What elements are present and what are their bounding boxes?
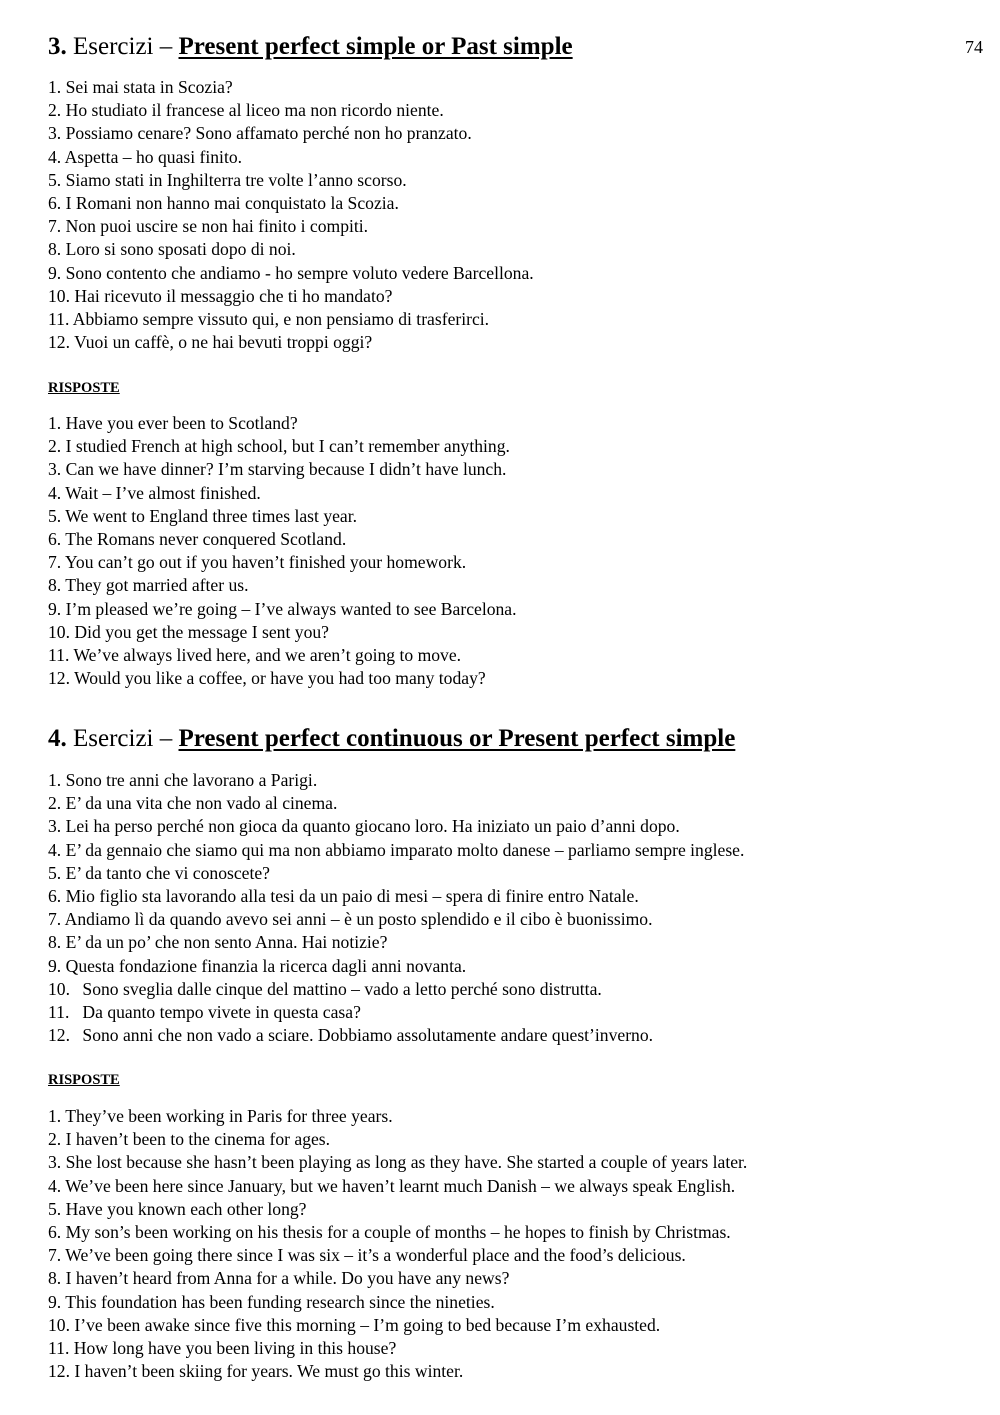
item-text: E’ da gennaio che siamo qui ma non abbiamo imparato molto danese – parliamo sempre inglese. bbox=[65, 839, 745, 860]
list-item bbox=[48, 885, 744, 908]
list-item bbox=[48, 621, 517, 644]
list-item bbox=[48, 482, 517, 505]
item-number: 4. bbox=[48, 839, 62, 860]
list-item bbox=[48, 1024, 744, 1047]
list-item bbox=[48, 238, 534, 261]
item-text: Questa fondazione finanzia la ricerca dagli anni novanta. bbox=[65, 955, 467, 976]
list-item bbox=[48, 1198, 747, 1221]
item-number: 10. bbox=[48, 978, 70, 999]
list-item bbox=[48, 1291, 747, 1314]
item-number: 7. bbox=[48, 552, 62, 573]
exercise-list bbox=[48, 76, 534, 354]
list-item bbox=[48, 931, 744, 954]
item-text: Can we have dinner? I’m starving because I didn’t have lunch. bbox=[65, 459, 507, 480]
item-number: 12. bbox=[48, 1361, 70, 1382]
item-number: 11. bbox=[48, 1337, 70, 1358]
item-number: 5. bbox=[48, 1198, 62, 1219]
page-number: 74 bbox=[965, 37, 983, 57]
list-item bbox=[48, 862, 744, 885]
item-number: 6. bbox=[48, 528, 62, 549]
item-number: 1. bbox=[48, 1106, 62, 1126]
item-number: 6. bbox=[48, 192, 62, 213]
item-text: Da quanto tempo vivete in questa casa? bbox=[82, 1001, 361, 1022]
item-number: 2. bbox=[48, 436, 62, 457]
item-text: We’ve been here since January, but we haven’t learnt much Danish – we always speak English. bbox=[65, 1175, 736, 1196]
item-text: Aspetta – ho quasi finito. bbox=[64, 146, 243, 167]
list-item bbox=[48, 1151, 747, 1174]
item-number: 1. bbox=[48, 770, 62, 790]
exercise-list bbox=[48, 769, 744, 1047]
list-item bbox=[48, 978, 744, 1001]
list-item bbox=[48, 1360, 747, 1383]
item-text: I’ve been awake since five this morning – I’m going to bed because I’m exhausted. bbox=[74, 1314, 661, 1335]
item-text: They got married after us. bbox=[65, 575, 249, 596]
list-item bbox=[48, 99, 534, 122]
item-text: You can’t go out if you haven’t finished your homework. bbox=[64, 552, 467, 573]
list-item bbox=[48, 169, 534, 192]
item-text: I haven’t heard from Anna for a while. Do you have any news? bbox=[65, 1268, 510, 1289]
item-text: Sono anni che non vado a sciare. Dobbiamo assolutamente andare quest’inverno. bbox=[82, 1025, 654, 1046]
item-text: We’ve been going there since I was six – it’s a wonderful place and the food’s delicious. bbox=[65, 1245, 686, 1266]
answer-list bbox=[48, 1105, 747, 1383]
item-number: 8. bbox=[48, 932, 62, 953]
list-item bbox=[48, 815, 744, 838]
list-item bbox=[48, 505, 517, 528]
list-item bbox=[48, 1221, 747, 1244]
item-number: 7. bbox=[48, 216, 62, 237]
list-item bbox=[48, 192, 534, 215]
item-number: 6. bbox=[48, 885, 62, 906]
section-topic: Present perfect simple or Past simple bbox=[178, 33, 573, 60]
item-text: I haven’t been to the cinema for ages. bbox=[65, 1129, 331, 1150]
item-number: 3. bbox=[48, 123, 62, 144]
section-prefix: Esercizi – bbox=[73, 725, 173, 752]
item-number: 11. bbox=[48, 308, 70, 329]
item-number: 5. bbox=[48, 169, 62, 190]
list-item bbox=[48, 1105, 747, 1128]
item-number: 4. bbox=[48, 1175, 62, 1196]
item-number: 3. bbox=[48, 816, 62, 837]
list-item bbox=[48, 1175, 747, 1198]
list-item bbox=[48, 598, 517, 621]
item-text: We’ve always lived here, and we aren’t going to move. bbox=[73, 644, 462, 665]
item-text: Abbiamo sempre vissuto qui, e non pensiamo di trasferirci. bbox=[72, 308, 490, 329]
item-text: Sono contento che andiamo - ho sempre voluto vedere Barcellona. bbox=[65, 262, 534, 283]
section-topic: Present perfect continuous or Present perfect simple bbox=[178, 725, 736, 752]
list-item bbox=[48, 1267, 747, 1290]
item-text: This foundation has been funding research since the nineties. bbox=[65, 1291, 495, 1312]
list-item bbox=[48, 528, 517, 551]
item-text: I studied French at high school, but I can’t remember anything. bbox=[65, 436, 510, 457]
item-number: 2. bbox=[48, 1129, 62, 1150]
item-text: Possiamo cenare? Sono affamato perché non ho pranzato. bbox=[65, 123, 472, 144]
item-number: 12. bbox=[48, 668, 70, 689]
item-text: Have you ever been to Scotland? bbox=[65, 413, 298, 433]
item-text: My son’s been working on his thesis for a couple of months – he hopes to finish by Christmas. bbox=[65, 1221, 731, 1242]
item-text: She lost because she hasn’t been playing as long as they have. She started a couple of years later. bbox=[65, 1152, 748, 1173]
item-text: Hai ricevuto il messaggio che ti ho mandato? bbox=[74, 285, 393, 306]
item-number: 12. bbox=[48, 332, 70, 353]
item-number: 8. bbox=[48, 575, 62, 596]
item-number: 2. bbox=[48, 793, 62, 814]
item-number: 7. bbox=[48, 909, 62, 930]
list-item bbox=[48, 955, 744, 978]
list-item bbox=[48, 215, 534, 238]
section-prefix: Esercizi – bbox=[73, 33, 173, 60]
item-number: 8. bbox=[48, 239, 62, 260]
answers-label: RISPOSTE bbox=[48, 1072, 120, 1088]
item-text: Did you get the message I sent you? bbox=[74, 621, 329, 642]
list-item bbox=[48, 262, 534, 285]
item-text: We went to England three times last year. bbox=[65, 505, 358, 526]
item-text: They’ve been working in Paris for three years. bbox=[65, 1106, 393, 1126]
item-text: Loro si sono sposati dopo di noi. bbox=[65, 239, 296, 260]
list-item bbox=[48, 1314, 747, 1337]
item-number: 1. bbox=[48, 77, 62, 97]
item-number: 10. bbox=[48, 1314, 70, 1335]
item-number: 10. bbox=[48, 621, 70, 642]
item-number: 8. bbox=[48, 1268, 62, 1289]
item-number: 11. bbox=[48, 644, 70, 665]
item-number: 10. bbox=[48, 285, 70, 306]
item-text: Siamo stati in Inghilterra tre volte l’anno scorso. bbox=[65, 169, 407, 190]
item-text: Sono tre anni che lavorano a Parigi. bbox=[65, 770, 318, 790]
item-text: Have you known each other long? bbox=[65, 1198, 307, 1219]
list-item bbox=[48, 769, 744, 792]
item-number: 9. bbox=[48, 262, 62, 283]
item-number: 4. bbox=[48, 146, 62, 167]
item-text: E’ da una vita che non vado al cinema. bbox=[65, 793, 338, 814]
item-text: Sono sveglia dalle cinque del mattino – vado a letto perché sono distrutta. bbox=[82, 978, 602, 999]
item-text: E’ da un po’ che non sento Anna. Hai notizie? bbox=[65, 932, 388, 953]
item-number: 3. bbox=[48, 459, 62, 480]
answer-list bbox=[48, 412, 517, 690]
list-item bbox=[48, 308, 534, 331]
list-item bbox=[48, 1337, 747, 1360]
item-number: 2. bbox=[48, 100, 62, 121]
item-text: Non puoi uscire se non hai finito i compiti. bbox=[65, 216, 369, 237]
section-number: 4. bbox=[48, 725, 67, 752]
list-item bbox=[48, 1001, 744, 1024]
list-item bbox=[48, 644, 517, 667]
item-number: 11. bbox=[48, 1001, 70, 1022]
item-number: 9. bbox=[48, 955, 62, 976]
item-text: I haven’t been skiing for years. We must go this winter. bbox=[74, 1361, 464, 1382]
list-item bbox=[48, 412, 517, 435]
item-number: 4. bbox=[48, 482, 62, 503]
list-item bbox=[48, 122, 534, 145]
item-text: Would you like a coffee, or have you had too many today? bbox=[74, 668, 486, 689]
answers-label: RISPOSTE bbox=[48, 380, 120, 396]
item-number: 7. bbox=[48, 1245, 62, 1266]
list-item bbox=[48, 574, 517, 597]
section-number: 3. bbox=[48, 33, 67, 60]
list-item bbox=[48, 146, 534, 169]
item-text: I’m pleased we’re going – I’ve always wanted to see Barcelona. bbox=[65, 598, 517, 619]
section-3-heading bbox=[48, 32, 573, 62]
item-text: How long have you been living in this house? bbox=[73, 1337, 397, 1358]
item-number: 6. bbox=[48, 1221, 62, 1242]
item-number: 5. bbox=[48, 862, 62, 883]
item-text: Andiamo lì da quando avevo sei anni – è un posto splendido e il cibo è buonissimo. bbox=[64, 909, 653, 930]
list-item bbox=[48, 908, 744, 931]
section-4-heading bbox=[48, 724, 735, 754]
item-number: 9. bbox=[48, 1291, 62, 1312]
list-item bbox=[48, 285, 534, 308]
item-text: Wait – I’ve almost finished. bbox=[65, 482, 261, 503]
item-text: Vuoi un caffè, o ne hai bevuti troppi oggi? bbox=[74, 332, 373, 353]
item-text: Lei ha perso perché non gioca da quanto giocano loro. Ha iniziato un paio d’anni dopo. bbox=[65, 816, 680, 837]
list-item bbox=[48, 792, 744, 815]
item-number: 9. bbox=[48, 598, 62, 619]
list-item bbox=[48, 667, 517, 690]
list-item bbox=[48, 331, 534, 354]
list-item bbox=[48, 1244, 747, 1267]
list-item bbox=[48, 551, 517, 574]
item-text: Ho studiato il francese al liceo ma non ricordo niente. bbox=[65, 100, 444, 121]
list-item bbox=[48, 458, 517, 481]
list-item bbox=[48, 1128, 747, 1151]
item-text: The Romans never conquered Scotland. bbox=[65, 528, 347, 549]
item-text: E’ da tanto che vi conoscete? bbox=[65, 862, 270, 883]
list-item bbox=[48, 839, 744, 862]
item-text: Mio figlio sta lavorando alla tesi da un paio di mesi – spera di finire entro Natale. bbox=[65, 885, 639, 906]
list-item bbox=[48, 76, 534, 99]
list-item bbox=[48, 435, 517, 458]
item-text: Sei mai stata in Scozia? bbox=[65, 77, 233, 97]
item-number: 1. bbox=[48, 413, 62, 433]
item-number: 5. bbox=[48, 505, 62, 526]
item-text: I Romani non hanno mai conquistato la Scozia. bbox=[65, 192, 399, 213]
item-number: 3. bbox=[48, 1152, 62, 1173]
item-number: 12. bbox=[48, 1025, 70, 1046]
